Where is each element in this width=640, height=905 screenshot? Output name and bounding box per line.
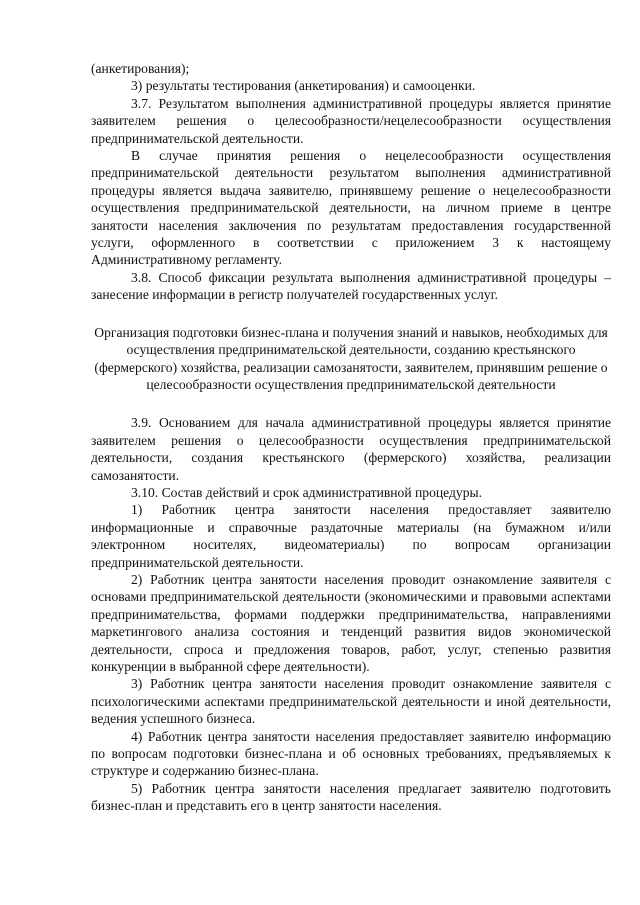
paragraph-item-3: 3) результаты тестирования (анкетирования) и самооценки. xyxy=(131,78,476,94)
paragraph-action-5: 5) Работник центра занятости населения предлагает заявителю подготовить бизнес-план и представить его в центр занятости населения. xyxy=(91,780,611,814)
spacer xyxy=(91,393,611,414)
section-heading: Организация подготовки бизнес-плана и получения знаний и навыков, необходимых для осуществления предпринимательской деятельности, созданию крестьянского (фермерского) хозяйства, реализации самозанятости, заявителем, принявшим решение о целесообразности осуществления предпринимательской деятельности xyxy=(94,324,608,392)
paragraph-action-2: 2) Работник центра занятости населения проводит ознакомление заявителя с основами предпринимательской деятельности (экономическими и правовыми аспектами предпринимательства, формами поддержки предпринимательства, направлениями маркетингового анализа состояния и тенденций развития видов экономической деятельности, спроса и предложения товаров, работ, услуг, степенью развития конкуренции в выбранной сфере деятельности). xyxy=(91,571,611,674)
paragraph-action-4: 4) Работник центра занятости населения предоставляет заявителю информацию по вопросам подготовки бизнес-плана и об основных требованиях, предъявляемых к структуре и содержанию бизнес-плана. xyxy=(91,728,611,779)
paragraph-3-8: 3.8. Способ фиксации результата выполнения административной процедуры – занесение информации в регистр получателей государственных услуг. xyxy=(91,269,611,303)
paragraph-3-9: 3.9. Основанием для начала административной процедуры является принятие заявителем решения о целесообразности осуществления предпринимательской деятельности, создания крестьянского (фермерского) хозяйства, реализации самозанятости. xyxy=(91,415,611,483)
paragraph-3-10: 3.10. Состав действий и срок административной процедуры. xyxy=(131,484,483,500)
paragraph-continuation: (анкетирования); xyxy=(91,61,190,76)
paragraph-action-1: 1) Работник центра занятости населения предоставляет заявителю информационные и справочные раздаточные материалы (на бумажном и/или электронном носителях, видеоматериалы) по вопросам организации предпринимательской деятельности. xyxy=(91,502,611,570)
paragraph-negative-decision: В случае принятия решения о нецелесообразности осуществления предпринимательской деятельности результатом выполнения административной процедуры является выдача заявителю, принявшему решение о нецелесообразности осуществления предпринимательской деятельности, на личном приеме в центре занятости населения заключения по результатам предоставления государственной услуги, оформленного в соответствии с приложением 3 к настоящему Административному регламенту. xyxy=(91,148,611,268)
spacer xyxy=(91,304,611,324)
paragraph-3-7: 3.7. Результатом выполнения административной процедуры является принятие заявителем решения о целесообразности/нецелесообразности осуществления предпринимательской деятельности. xyxy=(91,95,611,146)
document-page xyxy=(91,60,611,815)
paragraph-action-3: 3) Работник центра занятости населения проводит ознакомление заявителя с психологическими аспектами предпринимательской деятельности и иной деятельности, ведения успешного бизнеса. xyxy=(91,676,611,727)
